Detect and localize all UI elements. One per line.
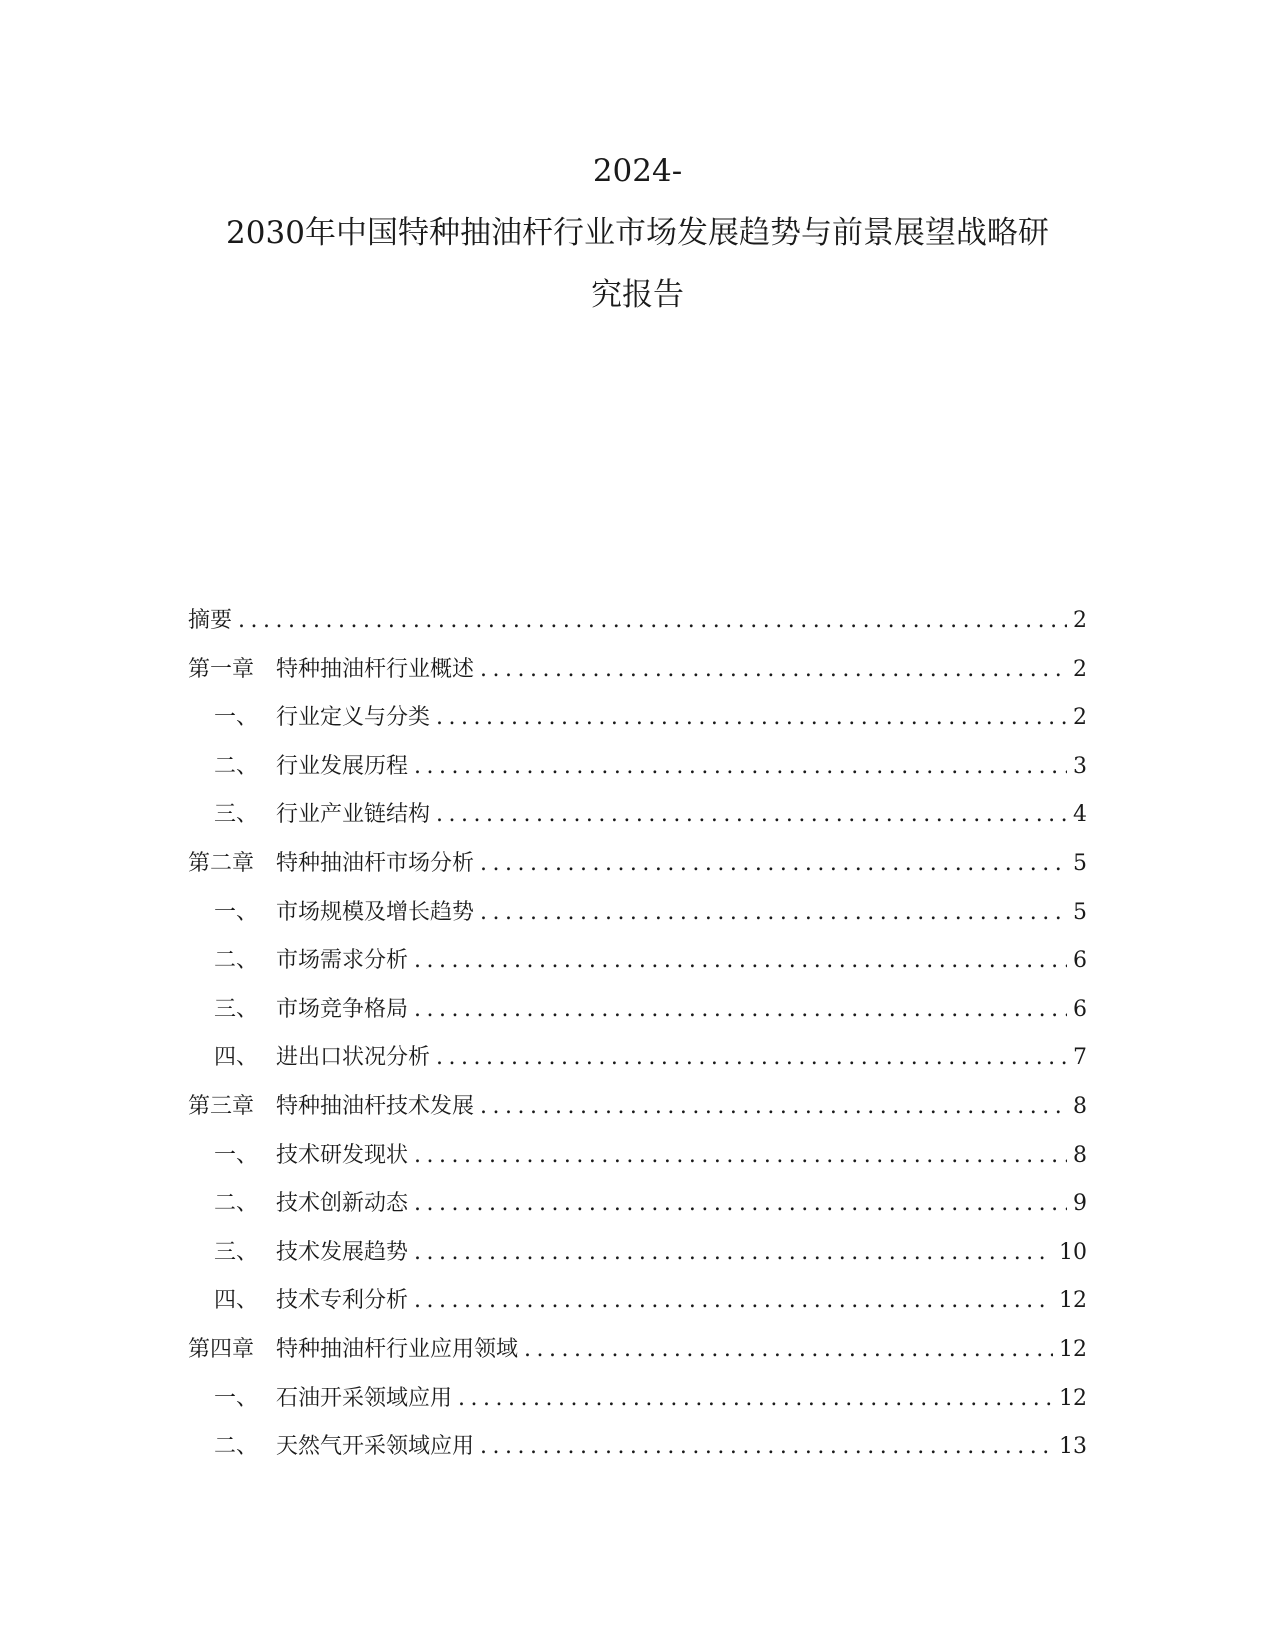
toc-entry[interactable] <box>188 1326 1087 1375</box>
toc-leader-dots <box>414 1132 1067 1181</box>
toc-entry-label: 行业发展历程 <box>276 753 409 779</box>
toc-entry-label: 摘要 <box>188 608 233 633</box>
toc-leader-dots <box>414 743 1067 792</box>
toc-leader-dots <box>414 1229 1053 1278</box>
toc-entry-number: 四、 <box>214 1288 259 1314</box>
toc-entry-number: 二、 <box>214 753 259 779</box>
title-line-3: 究报告 <box>591 277 684 313</box>
toc-entry[interactable] <box>188 937 1087 986</box>
toc-entry-label: 特种抽油杆市场分析 <box>276 850 475 876</box>
toc-leader-dots <box>436 1034 1067 1083</box>
toc-entry-label: 技术创新动态 <box>276 1191 409 1217</box>
toc-entry-number: 第二章 <box>188 850 255 876</box>
toc-entry-page: 13 <box>1059 1434 1087 1460</box>
toc-entry-number: 一、 <box>214 1385 259 1411</box>
toc-entry[interactable] <box>188 889 1087 938</box>
toc-leader-dots <box>524 1326 1053 1375</box>
toc-entry-page: 3 <box>1073 753 1087 779</box>
toc-entry-label: 行业产业链结构 <box>276 802 431 828</box>
toc-entry-page: 5 <box>1073 899 1087 925</box>
toc-entry[interactable] <box>188 1423 1087 1472</box>
toc-entry-page: 6 <box>1073 948 1087 974</box>
toc-entry[interactable] <box>188 986 1087 1035</box>
toc-entry-number: 二、 <box>214 948 259 974</box>
toc-entry-number: 三、 <box>214 802 259 828</box>
toc-entry-page: 9 <box>1073 1191 1087 1217</box>
title-line-1: 2024- <box>592 153 683 189</box>
toc-entry[interactable] <box>188 1180 1087 1229</box>
toc-leader-dots <box>480 889 1067 938</box>
toc-entry-number: 一、 <box>214 1142 259 1168</box>
toc-entry[interactable] <box>188 1083 1087 1132</box>
toc-leader-dots <box>480 840 1067 889</box>
toc-leader-dots <box>436 694 1067 743</box>
toc-leader-dots <box>414 1180 1067 1229</box>
toc-entry-page: 2 <box>1073 656 1087 682</box>
toc-entry-page: 6 <box>1073 996 1087 1022</box>
toc-entry[interactable] <box>188 840 1087 889</box>
toc-entry-label: 天然气开采领域应用 <box>276 1434 475 1460</box>
toc-entry-label: 石油开采领域应用 <box>276 1385 453 1411</box>
table-of-contents <box>188 597 1087 1472</box>
toc-entry-number: 一、 <box>214 899 259 925</box>
toc-entry[interactable] <box>188 791 1087 840</box>
toc-entry-number: 三、 <box>214 996 259 1022</box>
toc-entry[interactable] <box>188 1229 1087 1278</box>
toc-entry[interactable] <box>188 1132 1087 1181</box>
toc-leader-dots <box>436 791 1067 840</box>
toc-entry[interactable] <box>188 1034 1087 1083</box>
toc-entry[interactable] <box>188 597 1087 646</box>
toc-entry-page: 2 <box>1073 608 1087 633</box>
toc-entry-label: 市场竞争格局 <box>276 996 409 1022</box>
toc-entry-label: 行业定义与分类 <box>276 705 431 731</box>
toc-entry-label: 市场规模及增长趋势 <box>276 899 475 925</box>
toc-entry-page: 7 <box>1073 1045 1087 1071</box>
toc-entry[interactable] <box>188 694 1087 743</box>
toc-entry-page: 8 <box>1073 1093 1087 1119</box>
toc-leader-dots <box>414 986 1067 1035</box>
toc-entry-page: 8 <box>1073 1142 1087 1168</box>
toc-entry-label: 特种抽油杆行业应用领域 <box>276 1336 519 1362</box>
toc-entry[interactable] <box>188 1375 1087 1424</box>
toc-leader-dots <box>480 646 1067 695</box>
toc-entry-label: 进出口状况分析 <box>276 1045 431 1071</box>
toc-entry[interactable] <box>188 1277 1087 1326</box>
toc-entry-label: 技术研发现状 <box>276 1142 409 1168</box>
toc-entry-number: 二、 <box>214 1434 259 1460</box>
toc-leader-dots <box>458 1375 1053 1424</box>
toc-entry[interactable] <box>188 743 1087 792</box>
report-title <box>0 140 1275 326</box>
toc-entry[interactable] <box>188 646 1087 695</box>
toc-leader-dots <box>480 1423 1053 1472</box>
toc-leader-dots <box>480 1083 1067 1132</box>
toc-leader-dots <box>238 597 1067 646</box>
toc-entry-label: 特种抽油杆行业概述 <box>276 656 475 682</box>
toc-entry-label: 技术发展趋势 <box>276 1239 409 1265</box>
toc-entry-number: 四、 <box>214 1045 259 1071</box>
toc-entry-number: 一、 <box>214 705 259 731</box>
toc-entry-page: 2 <box>1073 705 1087 731</box>
title-line-2: 2030年中国特种抽油杆行业市场发展趋势与前景展望战略研 <box>226 215 1049 251</box>
toc-leader-dots <box>414 937 1067 986</box>
toc-entry-page: 12 <box>1059 1385 1087 1411</box>
toc-entry-number: 第四章 <box>188 1336 255 1362</box>
toc-entry-number: 第一章 <box>188 656 255 682</box>
toc-entry-label: 技术专利分析 <box>276 1288 409 1314</box>
toc-entry-page: 4 <box>1073 802 1087 828</box>
toc-leader-dots <box>414 1277 1053 1326</box>
toc-entry-page: 5 <box>1073 850 1087 876</box>
toc-entry-label: 特种抽油杆技术发展 <box>276 1093 475 1119</box>
toc-entry-page: 10 <box>1059 1239 1087 1265</box>
toc-entry-number: 第三章 <box>188 1093 255 1119</box>
toc-entry-label: 市场需求分析 <box>276 948 409 974</box>
toc-entry-number: 二、 <box>214 1191 259 1217</box>
toc-entry-page: 12 <box>1059 1288 1087 1314</box>
toc-entry-number: 三、 <box>214 1239 259 1265</box>
toc-entry-page: 12 <box>1059 1336 1087 1362</box>
